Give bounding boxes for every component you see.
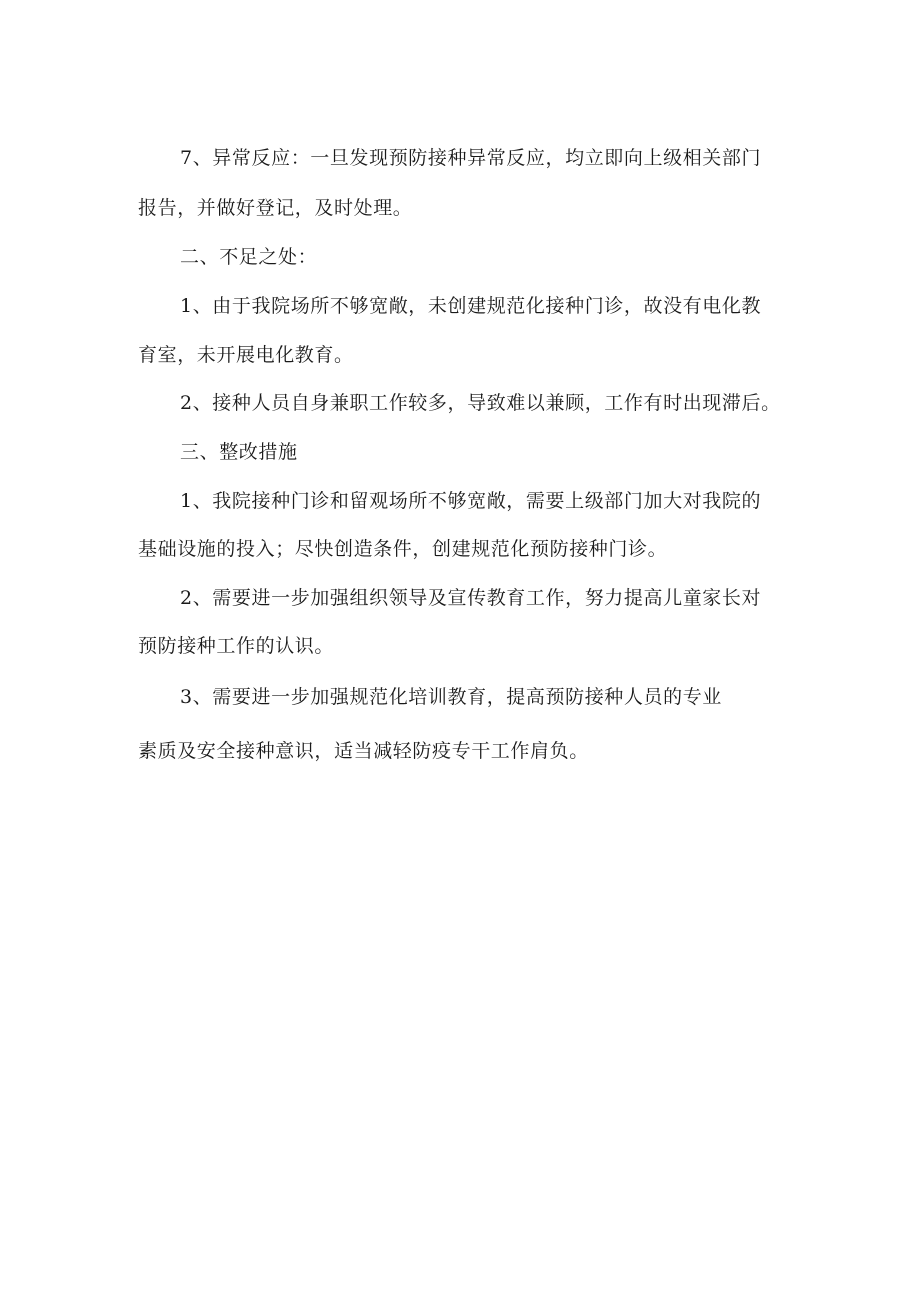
measure-1-line-2: 基础设施的投入；尽快创造条件，创建规范化预防接种门诊。 bbox=[138, 538, 668, 560]
measure-2-line-2: 预防接种工作的认识。 bbox=[138, 635, 335, 657]
item-7-line-1: 7、异常反应：一旦发现预防接种异常反应，均立即向上级相关部门 bbox=[180, 147, 762, 169]
measure-3-line-2: 素质及安全接种意识，适当减轻防疫专干工作肩负。 bbox=[138, 740, 589, 762]
measure-3-line-1: 3、需要进一步加强规范化培训教育，提高预防接种人员的专业 bbox=[180, 686, 722, 708]
item-7-line-2: 报告，并做好登记，及时处理。 bbox=[138, 197, 413, 219]
shortcoming-1-line-2: 育室，未开展电化教育。 bbox=[138, 344, 354, 366]
section-heading-measures: 三、整改措施 bbox=[180, 441, 298, 463]
measure-2-line-1: 2、需要进一步加强组织领导及宣传教育工作，努力提高儿童家长对 bbox=[180, 587, 762, 609]
shortcoming-1-line-1: 1、由于我院场所不够宽敞，未创建规范化接种门诊，故没有电化教 bbox=[180, 295, 762, 317]
shortcoming-2-line-1: 2、接种人员自身兼职工作较多，导致难以兼顾，工作有时出现滞后。 bbox=[180, 392, 781, 414]
section-heading-shortcomings: 二、不足之处： bbox=[180, 246, 318, 268]
measure-1-line-1: 1、我院接种门诊和留观场所不够宽敞，需要上级部门加大对我院的 bbox=[180, 490, 762, 512]
